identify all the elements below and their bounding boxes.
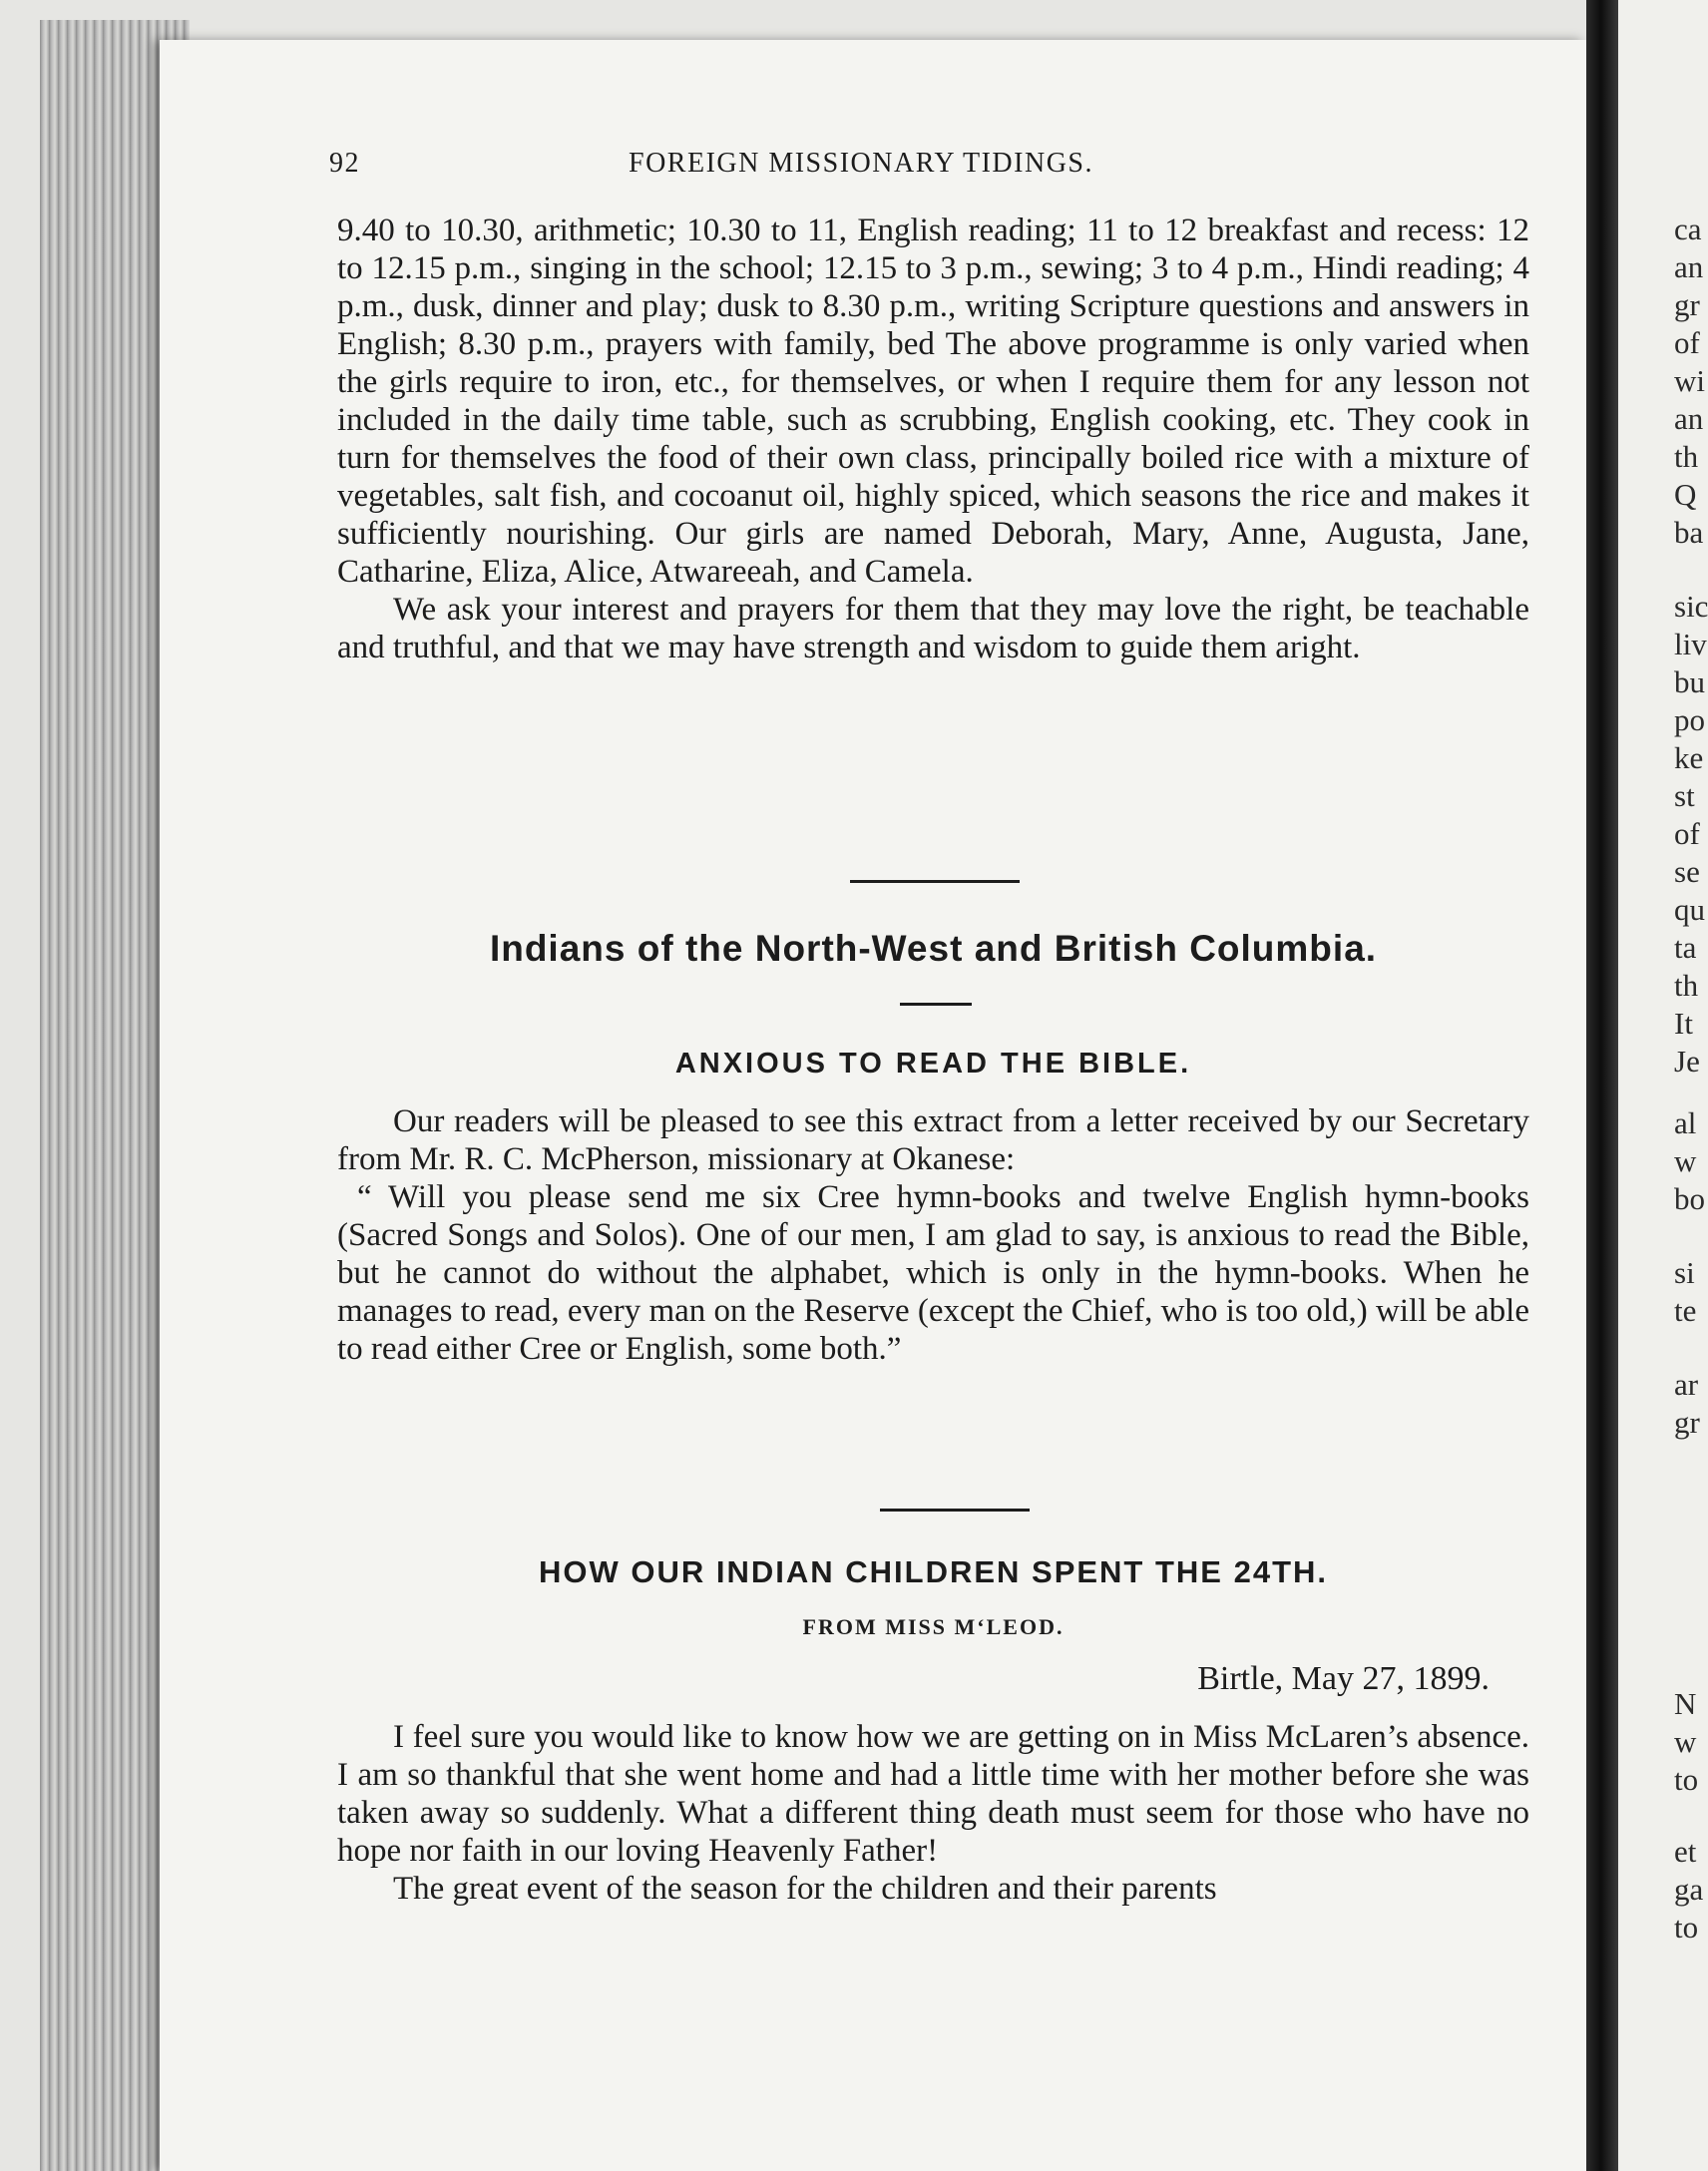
article-bible-quote: “ Will you please send me six Cree hymn-books and twelve English hymn-books (Sacred Songs and Solos). One of our men, I am glad to say, is anxious to read the Bible, but he cannot do without the alphabet, which is only in the hymn-books. When he manages to read, every man on the Reserve (except the Chief, who is too old,) will be able to read either Cree or English, some both.” <box>337 1179 1529 1367</box>
intro-text <box>337 212 1529 666</box>
running-title: FOREIGN MISSIONARY TIDINGS. <box>629 148 1093 179</box>
facing-line: of <box>1674 816 1700 851</box>
facing-line: to <box>1674 1910 1699 1945</box>
facing-line: ke <box>1674 740 1704 775</box>
facing-line: ta <box>1674 930 1697 965</box>
facing-line: N <box>1674 1686 1697 1721</box>
section-heading: Indians of the North-West and British Columbia. <box>489 928 1378 969</box>
facing-line: al <box>1674 1105 1697 1140</box>
article-byline: FROM MISS M‘LEOD. <box>802 1614 1065 1639</box>
facing-line: w <box>1674 1143 1697 1178</box>
intro-paragraph-prayer: We ask your interest and prayers for them that they may love the right, be teachable and truthful, and that we may have strength and wisdom to guide them aright. <box>337 592 1529 665</box>
facing-line: of <box>1674 325 1700 360</box>
facing-line: te <box>1674 1293 1697 1328</box>
article-children-paragraph-1: I feel sure you would like to know how we are getting on in Miss McLaren’s absence. I am so thankful that she went home and had a little time with her mother before she was taken away so suddenly. What a different thing death must seem for those who have no hope nor faith in our loving Heavenly Father! <box>337 1719 1529 1869</box>
divider-rule <box>850 880 1020 883</box>
facing-line: sic <box>1674 589 1708 624</box>
facing-line: ar <box>1674 1367 1699 1402</box>
facing-page <box>1618 0 1708 2171</box>
page-header <box>329 148 1526 188</box>
facing-line: bu <box>1674 664 1705 699</box>
facing-line: to <box>1674 1762 1699 1797</box>
article-heading-bible: ANXIOUS TO READ THE BIBLE. <box>674 1048 1192 1080</box>
article-children-text <box>337 1718 1529 1908</box>
facing-line: an <box>1674 401 1704 436</box>
facing-line: bo <box>1674 1181 1705 1216</box>
facing-line: It <box>1674 1006 1693 1041</box>
facing-line: ba <box>1674 515 1704 550</box>
facing-line: Q <box>1674 477 1697 512</box>
facing-line: po <box>1674 702 1705 737</box>
facing-line: wi <box>1674 363 1705 398</box>
facing-line: et <box>1674 1834 1697 1869</box>
article-bible-intro: Our readers will be pleased to see this extract from a letter received by our Secretary from Mr. R. C. McPherson, missionary at Okanese: <box>337 1103 1529 1177</box>
article-heading-children: HOW OUR INDIAN CHILDREN SPENT THE 24TH. <box>538 1554 1329 1589</box>
divider-rule <box>880 1509 1030 1512</box>
facing-line: se <box>1674 854 1700 889</box>
facing-line: gr <box>1674 1405 1700 1440</box>
page-number: 92 <box>329 148 360 179</box>
facing-line: Je <box>1674 1044 1700 1079</box>
facing-line: st <box>1674 778 1695 813</box>
divider-rule-short <box>900 1003 972 1006</box>
facing-line: w <box>1674 1724 1697 1759</box>
facing-line: ca <box>1674 212 1702 246</box>
letter-dateline: Birtle, May 27, 1899. <box>1197 1660 1490 1697</box>
facing-line: th <box>1674 439 1699 474</box>
facing-line: gr <box>1674 287 1700 322</box>
article-bible-text <box>337 1102 1529 1368</box>
book-gutter <box>1586 0 1618 2171</box>
facing-line: ga <box>1674 1872 1704 1907</box>
facing-line: si <box>1674 1255 1695 1290</box>
facing-line: liv <box>1674 627 1707 661</box>
article-children-paragraph-2: The great event of the season for the children and their parents <box>393 1871 1217 1907</box>
facing-line: th <box>1674 968 1699 1003</box>
facing-line: qu <box>1674 892 1705 927</box>
intro-paragraph-schedule: 9.40 to 10.30, arithmetic; 10.30 to 11, English reading; 11 to 12 breakfast and recess: 12 to 12.15 p.m., singing in the school; 12.15 to 3 p.m., sewing; 3 to 4 p.m., Hindi reading; 4 p.m., dusk, dinner and play; dusk to 8.30 p.m., writing Scripture questions and answers in English; 8.30 p.m., prayers with family, bed The above programme is only varied when the girls require to iron, etc., for themselves, or when I require them for any lesson not included in the daily time table, such as scrubbing, English cooking, etc. They cook in turn for themselves the food of their own class, principally boiled rice with a mixture of vegetables, salt fish, and cocoanut oil, highly spiced, which seasons the rice and makes it sufficiently nourishing. Our girls are named Deborah, Mary, Anne, Augusta, Jane, Catharine, Eliza, Alice, Atwareeah, and Camela. <box>337 213 1529 590</box>
facing-line: an <box>1674 249 1704 284</box>
